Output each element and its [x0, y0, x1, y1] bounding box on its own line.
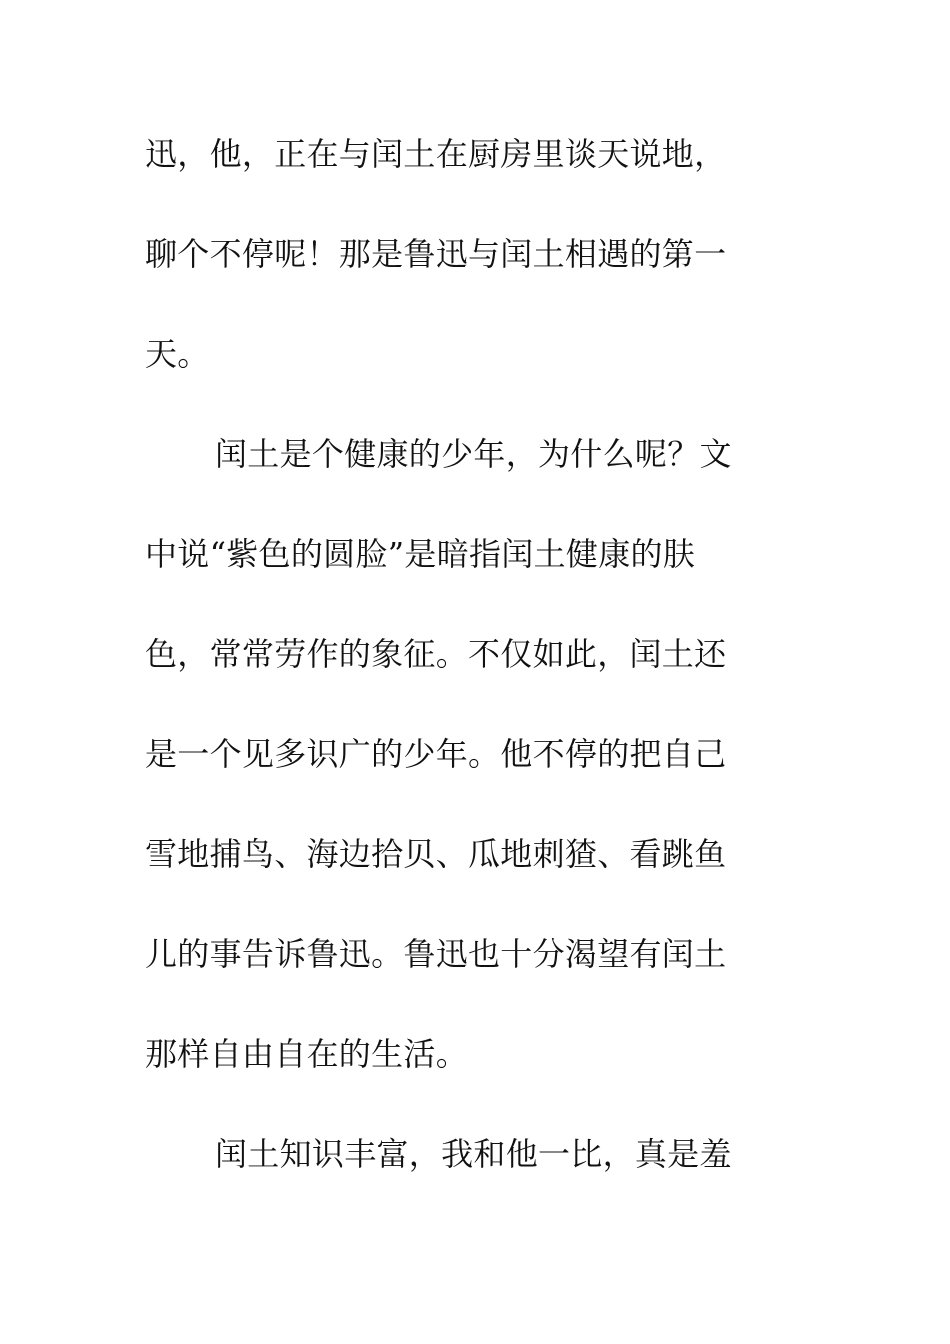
text-line: 中说“紫色的圆脸”是暗指闰土健康的肤 [145, 535, 696, 573]
text-line: 是一个见多识广的少年。他不停的把自己 [145, 735, 727, 773]
paragraph-first-line: 闰土是个健康的少年，为什么呢？文 [215, 435, 732, 473]
text-line: 迅，他，正在与闰土在厨房里谈天说地， [145, 135, 727, 173]
text-line: 天。 [145, 335, 210, 373]
text-line: 雪地捕鸟、海边拾贝、瓜地刺猹、看跳鱼 [145, 835, 727, 873]
text-line: 儿的事告诉鲁迅。鲁迅也十分渴望有闰土 [145, 935, 727, 973]
text-line: 那样自由自在的生活。 [145, 1035, 469, 1073]
text-line: 色，常常劳作的象征。不仅如此，闰土还 [145, 635, 727, 673]
text-line: 聊个不停呢！那是鲁迅与闰土相遇的第一 [145, 235, 727, 273]
paragraph-first-line: 闰土知识丰富，我和他一比，真是羞 [215, 1135, 732, 1173]
